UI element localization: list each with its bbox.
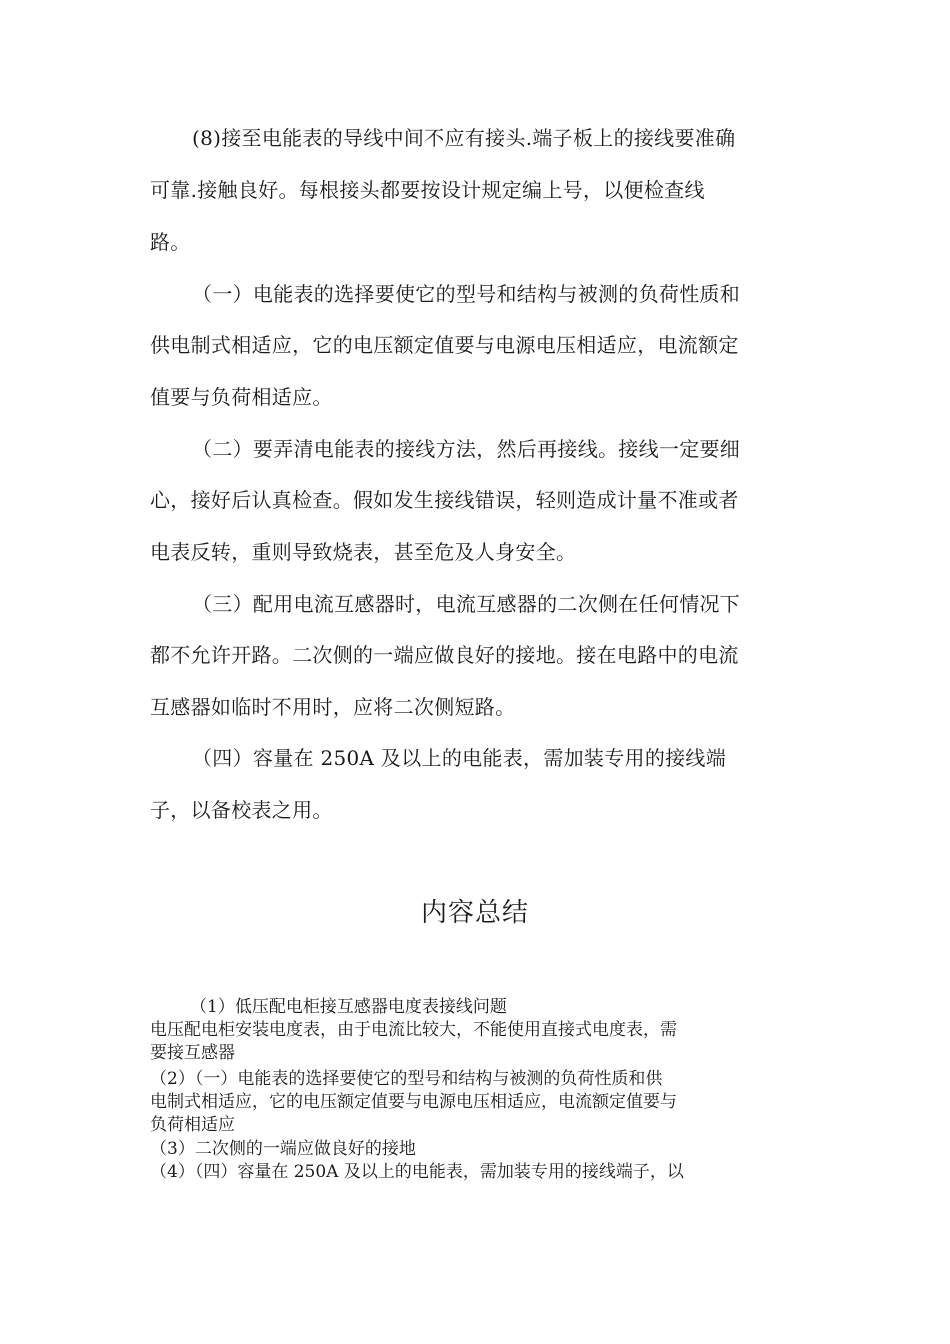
para8-line-3: 路。 <box>150 230 191 254</box>
summary-line-8: （4）（四）容量在 250A 及以上的电能表，需加装专用的接线端子，以 <box>150 1162 684 1182</box>
para2-line-1: （二）要弄清电能表的接线方法，然后再接线。接线一定要细 <box>192 437 741 461</box>
summary-line-6: 负荷相适应 <box>150 1115 235 1135</box>
para1-line-1: （一）电能表的选择要使它的型号和结构与被测的负荷性质和 <box>192 282 741 306</box>
para2-line-2: 心，接好后认真检查。假如发生接线错误，轻则造成计量不准或者 <box>150 488 739 512</box>
summary-line-3: 要接互感器 <box>150 1043 235 1063</box>
summary-title: 内容总结 <box>420 898 529 928</box>
summary-line-4: （2）（一）电能表的选择要使它的型号和结构与被测的负荷性质和供 <box>150 1069 663 1089</box>
para3-line-2: 都不允许开路。二次侧的一端应做良好的接地。接在电路中的电流 <box>150 643 739 667</box>
para4-line-1: （四）容量在 250A 及以上的电能表，需加装专用的接线端 <box>192 746 727 770</box>
summary-line-5: 电制式相适应，它的电压额定值要与电源电压相适应，电流额定值要与 <box>150 1092 677 1112</box>
para8-line-1: (8)接至电能表的导线中间不应有接头.端子板上的接线要准确 <box>192 126 736 150</box>
para3-line-3: 互感器如临时不用时，应将二次侧短路。 <box>150 695 516 719</box>
para4-line-2: 子，以备校表之用。 <box>150 798 333 822</box>
summary-line-1: （1）低压配电柜接互感器电度表接线问题 <box>190 997 507 1017</box>
summary-line-2: 电压配电柜安装电度表，由于电流比较大，不能使用直接式电度表，需 <box>150 1020 677 1040</box>
summary-line-7: （3）二次侧的一端应做良好的接地 <box>150 1139 416 1159</box>
para1-line-2: 供电制式相适应，它的电压额定值要与电源电压相适应，电流额定 <box>150 333 739 357</box>
para1-line-3: 值要与负荷相适应。 <box>150 385 333 409</box>
para3-line-1: （三）配用电流互感器时，电流互感器的二次侧在任何情况下 <box>192 592 741 616</box>
para2-line-3: 电表反转，重则导致烧表，甚至危及人身安全。 <box>150 540 577 564</box>
para8-line-2: 可靠.接触良好。每根接头都要按设计规定编上号，以便检查线 <box>150 178 705 202</box>
